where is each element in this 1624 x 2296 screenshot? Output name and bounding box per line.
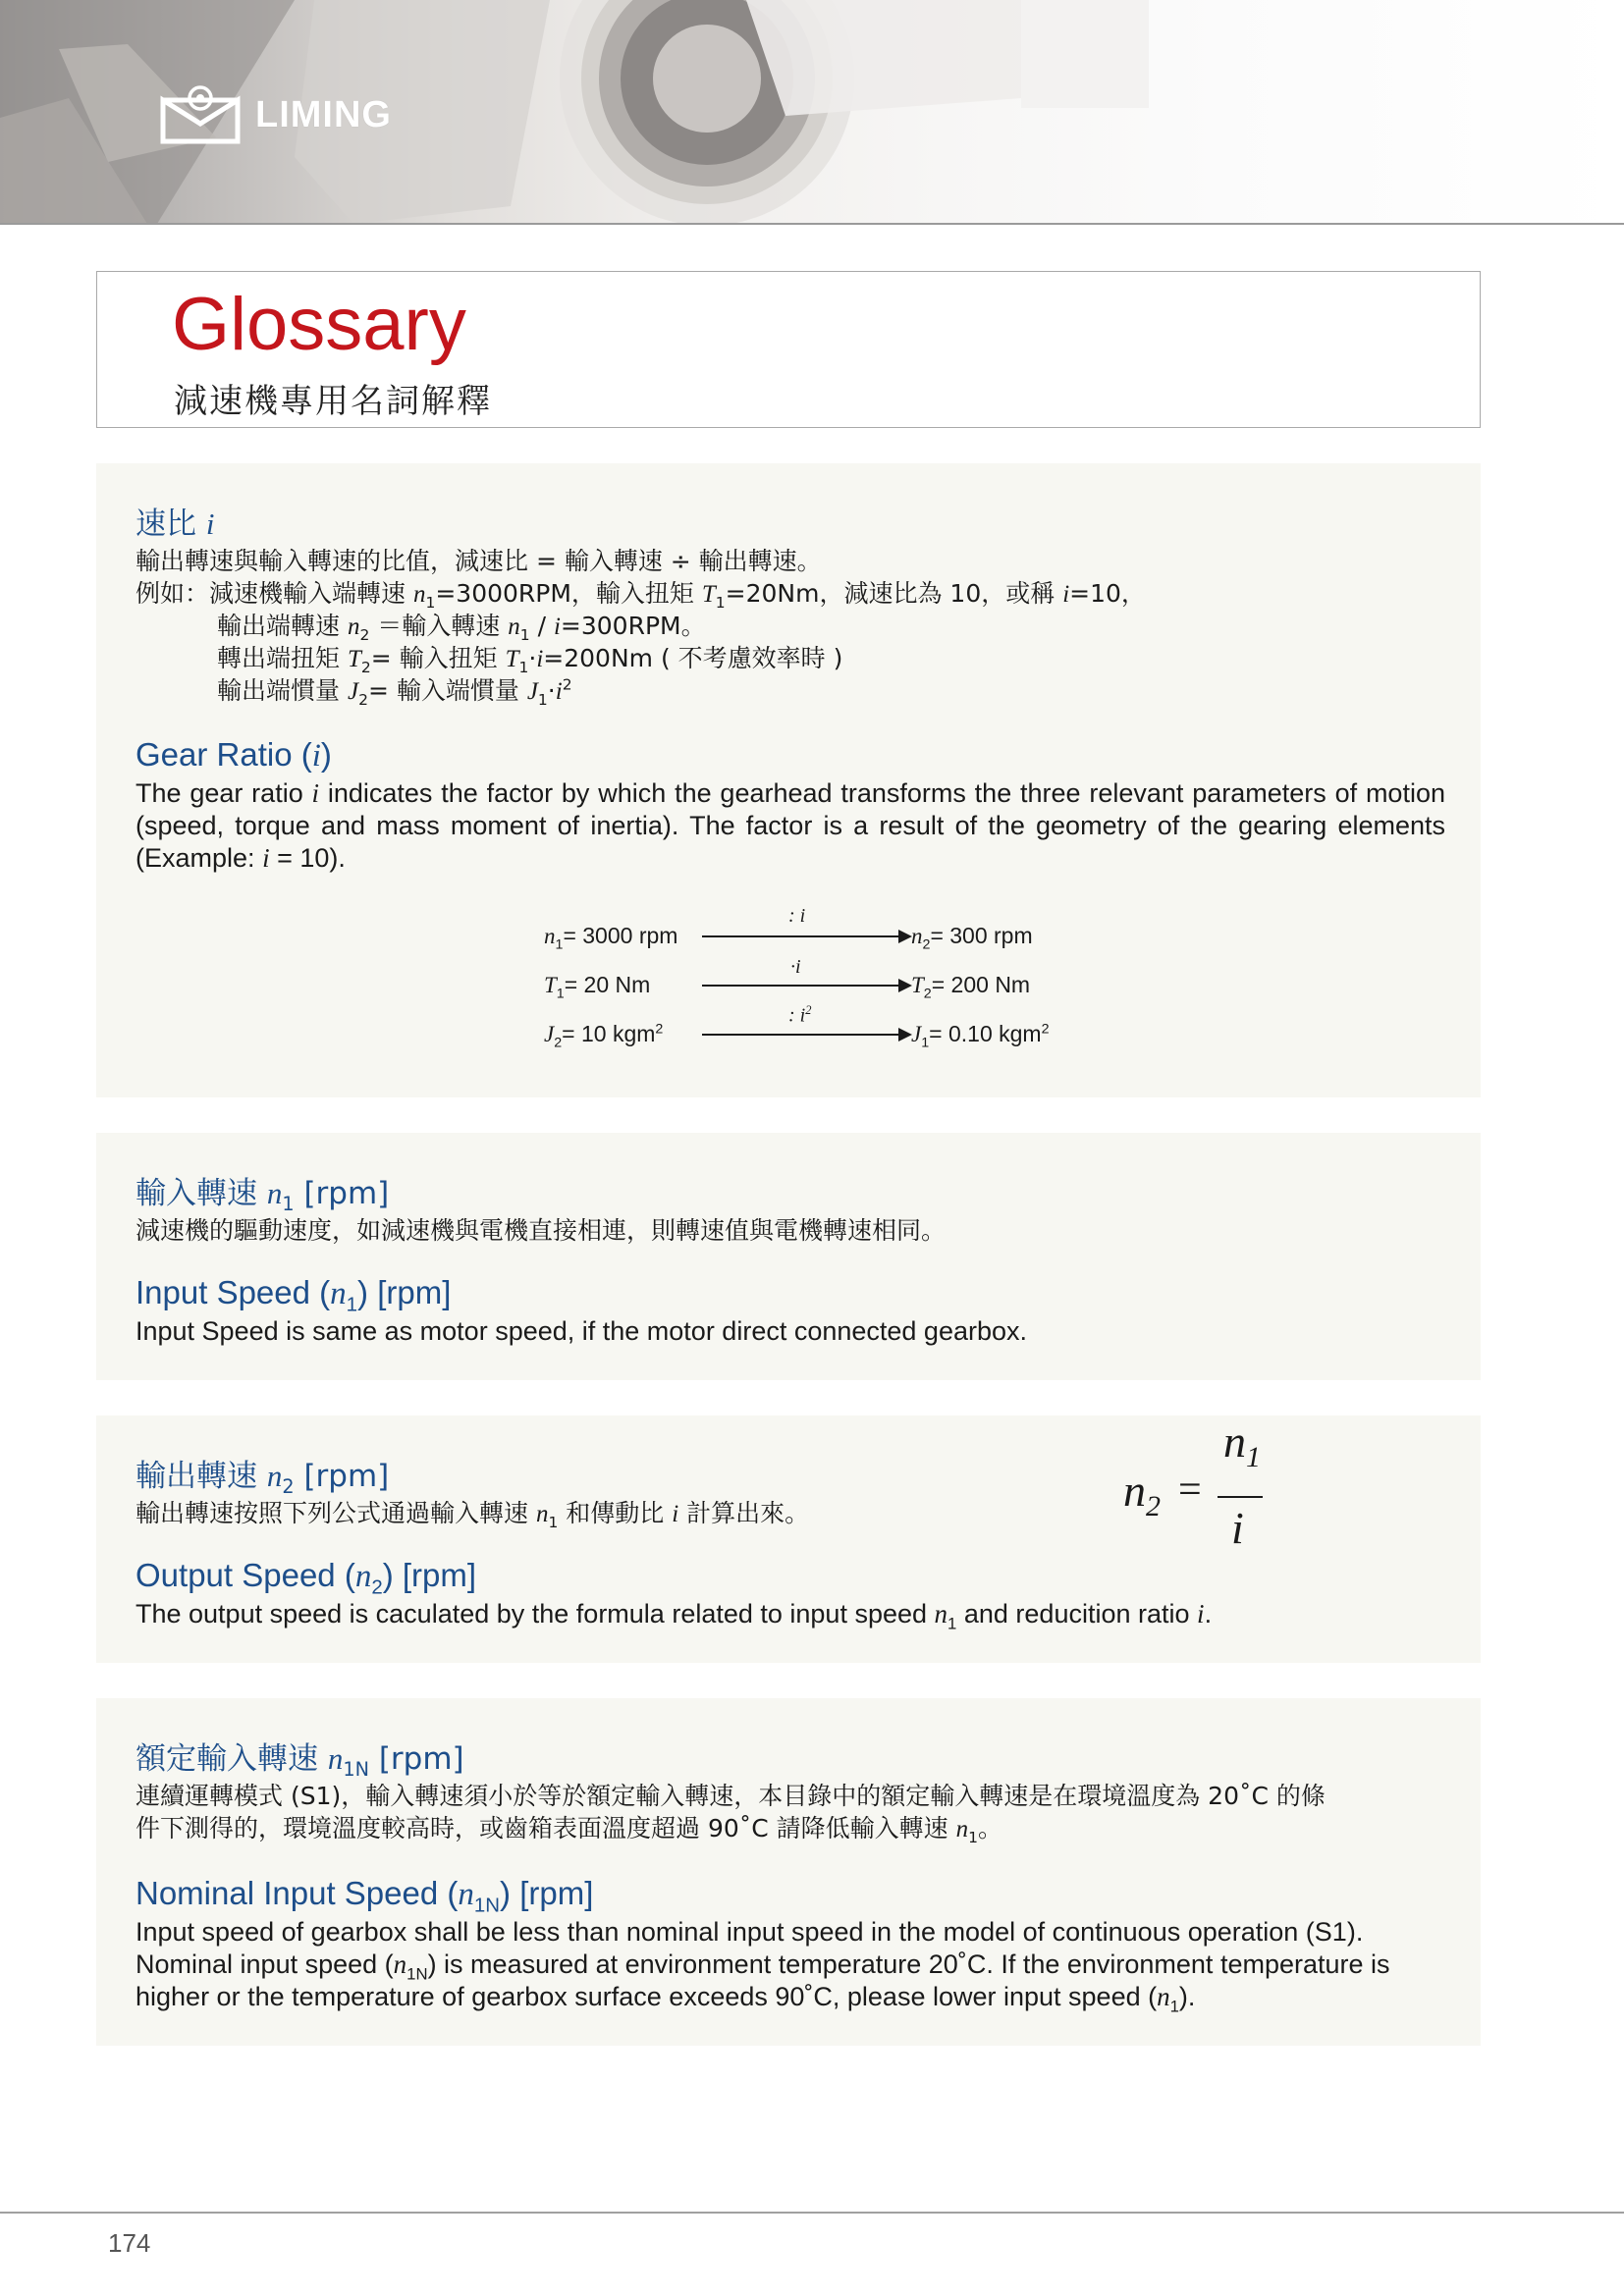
- formula-lhs: $n_2$: [1123, 1466, 1161, 1523]
- input-speed-zh-heading: 輸入轉速 $n_1$ [rpm]: [135, 1176, 390, 1216]
- diagram-arrow: [702, 985, 910, 987]
- diagram-right-t2: $T_2= 200$ Nm: [911, 972, 1031, 1002]
- input-speed-zh-text: 減速機的驅動速度，如減速機與電機直接相連，則轉速值與電機轉速相同。: [135, 1216, 947, 1245]
- header-divider: [0, 223, 1624, 225]
- diagram-right-n2: $n_2= 300$ rpm: [911, 923, 1033, 953]
- diagram-left-n1: $n_1= 3000$ rpm: [544, 923, 678, 953]
- gear-ratio-zh-heading: 速比 i: [135, 507, 215, 542]
- input-speed-en-text: Input Speed is same as motor speed, if the motor direct connected gearbox.: [135, 1316, 1028, 1346]
- gear-ratio-zh-example: 例如：減速機輸入端轉速 $n_1=3000RPM$，輸入扭矩 $T_1=20Nm$，減速比為 10，或稱 i=10，: [135, 579, 1146, 612]
- nominal-speed-en-line1: Input speed of gearbox shall be less than nominal input speed in the model of continuous operation (S1).: [135, 1917, 1364, 1947]
- diagram-op-multiply: ·i: [790, 956, 801, 978]
- gear-ratio-zh-line1: 輸出轉速與輸入轉速的比值，減速比 = 輸入轉速 ÷ 輸出轉速。: [135, 547, 822, 575]
- liming-logo-icon: [159, 84, 242, 145]
- diagram-left-t1: $T_1= 20$ Nm: [544, 972, 651, 1002]
- page-title: Glossary: [172, 283, 466, 366]
- gear-ratio-zh-out-inertia: 輸出端慣量 $J_2=$ 輸入端慣量 $J_1\cdot i^2$: [217, 675, 572, 709]
- section-input-speed: [96, 1133, 1481, 1380]
- output-speed-zh-heading: 輸出轉速 $n_2$ [rpm]: [135, 1459, 390, 1499]
- formula-numerator: $n_1$: [1223, 1416, 1261, 1474]
- nominal-speed-zh-heading: 額定輸入轉速 $n_{1N}$ [rpm]: [135, 1741, 464, 1782]
- diagram-right-j1: $J_1= 0.10$ kgm$^2$: [911, 1021, 1050, 1051]
- output-speed-zh-text: 輸出轉速按照下列公式通過輸入轉速 $n_1$ 和傳動比 i 計算出來。: [135, 1499, 810, 1531]
- header-banner: [0, 0, 1624, 224]
- output-speed-en-heading: Output Speed $(n_2)$ [rpm]: [135, 1557, 477, 1599]
- gear-ratio-zh-out-torque: 轉出端扭矩 $T_2=$ 輸入扭矩 $T_1\cdot i=200Nm$ ( 不考慮效率時 ): [217, 644, 843, 676]
- nominal-speed-en-heading: Nominal Input Speed $(n_{1N})$ [rpm]: [135, 1875, 594, 1917]
- diagram-arrow: [702, 1034, 910, 1036]
- section-gear-ratio: [96, 463, 1481, 1097]
- page-number: 174: [108, 2228, 151, 2258]
- section-nominal-input-speed: [96, 1698, 1481, 2046]
- gear-ratio-en-heading: Gear Ratio (i): [135, 736, 332, 774]
- nominal-speed-en-line3: higher or the temperature of gearbox surface exceeds 90˚C, please lower input speed $(n_1)$.: [135, 1982, 1196, 2016]
- brand-logo: [159, 84, 392, 145]
- diagram-arrow: [702, 935, 910, 937]
- page-subtitle: 減速機專用名詞解釋: [174, 382, 492, 421]
- brand-name: LIMING: [255, 93, 392, 135]
- gear-ratio-zh-out-speed: 輸出端轉速 $n_2$ ＝輸入轉速 $n_1 / i=300RPM$。: [217, 612, 706, 644]
- nominal-speed-en-line2: Nominal input speed $(n_{1N})$ is measured at environment temperature 20˚C. If the environment temperature is: [135, 1949, 1390, 1984]
- footer-divider: [0, 2212, 1624, 2214]
- formula-denominator: i: [1231, 1503, 1244, 1553]
- title-box: [96, 271, 1481, 428]
- diagram-op-divide: : i: [788, 905, 806, 927]
- formula-fraction-bar: [1218, 1496, 1263, 1498]
- output-speed-en-text: The output speed is caculated by the formula related to input speed $n_1$ and reducition ratio i.: [135, 1599, 1213, 1633]
- diagram-op-divide-square: : $i^2$: [788, 1003, 812, 1027]
- section-output-speed: [96, 1415, 1481, 1663]
- nominal-speed-zh-line2: 件下測得的，環境溫度較高時，或齒箱表面溫度超過 90˚C 請降低輸入轉速 $n_1$。: [135, 1814, 1003, 1846]
- nominal-speed-zh-line1: 連續運轉模式 (S1)，輸入轉速須小於等於額定輸入轉速，本目錄中的額定輸入轉速是在環境溫度為 20˚C 的條: [135, 1782, 1326, 1810]
- formula-equals: =: [1178, 1468, 1202, 1513]
- gear-ratio-en-text: The gear ratio i indicates the factor by which the gearhead transforms the three relevant parameters of motion (speed, torque and mass moment of inertia). The factor is a result of the geometry of the gearing elements (Example: i = 10).: [135, 778, 1445, 873]
- input-speed-en-heading: Input Speed $(n_1)$ [rpm]: [135, 1274, 452, 1316]
- diagram-left-j2: $J_2= 10$ kgm$^2$: [544, 1021, 664, 1051]
